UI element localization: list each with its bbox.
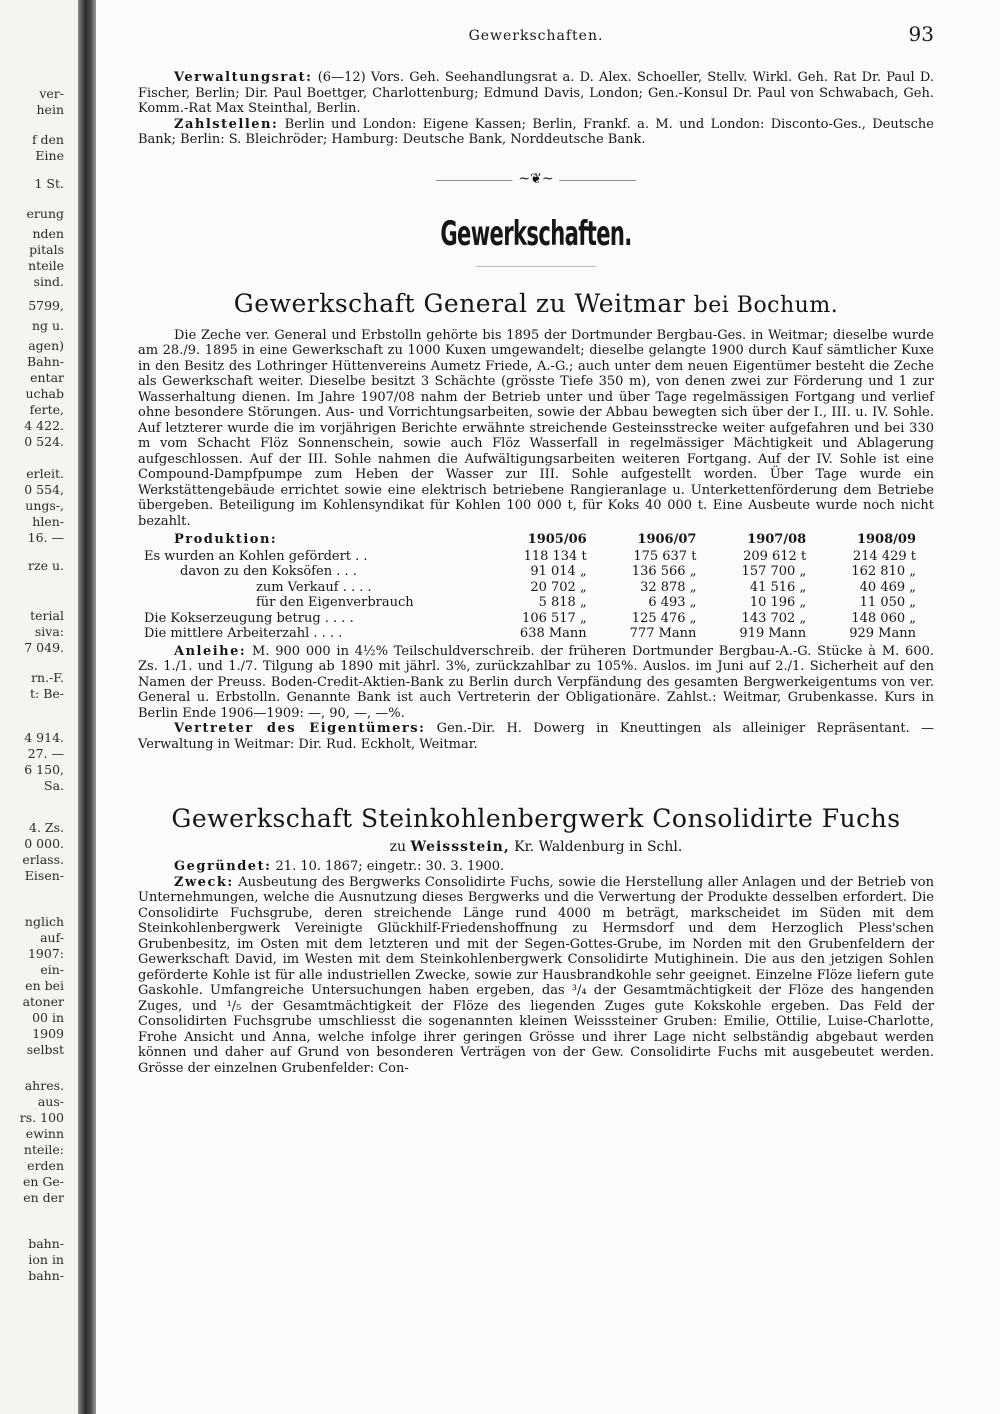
sliver-fragment: 0 554, <box>24 482 64 497</box>
company2-sub-bold: Weissstein, <box>410 839 510 855</box>
zahlstellen-label: Zahlstellen: <box>174 116 279 132</box>
production-year: 1906/07 <box>637 532 697 547</box>
sliver-fragment: bahn- <box>28 1236 64 1251</box>
zahlstellen-text: Berlin und London: Eigene Kassen; Berlin, Frankf. a. M. und London: Disconto-Ges., Deutsche Bank; Berlin: S. Bleichröder; Hamburg: Deutsche Bank, Norddeutsche Bank. <box>138 116 934 147</box>
cell-value: 10 196 „ <box>749 595 807 610</box>
table-row <box>138 595 934 611</box>
sliver-fragment: erleit. <box>26 466 64 481</box>
company1-location: bei Bochum. <box>693 292 839 318</box>
table-row <box>138 626 934 642</box>
sliver-fragment: 5799, <box>28 298 64 313</box>
cell-value: 106 517 „ <box>522 610 587 626</box>
sliver-fragment: hlen- <box>32 514 64 529</box>
sliver-fragment: siva: <box>34 624 64 639</box>
cell-value: 20 702 „ <box>530 579 587 595</box>
section-title: Gewerkschaften. <box>440 213 632 254</box>
company2-sub-post: Kr. Waldenburg in Schl. <box>509 839 683 855</box>
section-divider-ornament <box>436 170 636 187</box>
company2-title: Gewerkschaft Steinkohlenbergwerk Consolidirte Fuchs <box>171 804 901 833</box>
company2-sub-pre: zu <box>389 839 411 855</box>
verwaltungsrat-text: (6—12) Vors. Geh. Seehandlungsrat a. D. Alex. Schoeller, Stellv. Wirkl. Geh. Rat Dr. Paul D. Fischer, Berlin; Dir. Paul Boettger, Charlottenburg; Edmund Davis, London; Gen.-Konsul Dr. Paul von Schwabach, Geh. Komm.-Rat Max Steinthal, Berlin. <box>138 70 934 116</box>
company1-title: Gewerkschaft General zu Weitmar <box>233 288 686 318</box>
zweck-paragraph <box>138 875 934 1077</box>
sliver-fragment: erlass. <box>22 852 64 867</box>
production-label: Produktion: <box>174 532 278 547</box>
sliver-fragment: selbst <box>26 1042 64 1057</box>
page-number: 93 <box>908 22 934 46</box>
sliver-fragment: 16. — <box>27 530 64 545</box>
sliver-fragment: ferte, <box>29 402 64 417</box>
sliver-fragment: Eine <box>35 148 64 163</box>
anleihe-paragraph <box>138 644 934 722</box>
cell-value: 125 476 „ <box>631 610 697 626</box>
table-row <box>138 611 934 627</box>
sliver-fragment: auf- <box>40 930 64 945</box>
sliver-fragment: 0 000. <box>24 836 64 851</box>
verwaltungsrat-label: Verwaltungsrat: <box>174 70 313 85</box>
vertreter-text: Gen.-Dir. H. Dowerg in Kneuttingen als alleiniger Repräsentant. — Verwaltung in Weitmar: Dir. Rud. Eckholt, Weitmar. <box>138 721 934 752</box>
sliver-fragment: atoner <box>22 994 64 1009</box>
sliver-fragment: Bahn- <box>27 354 64 369</box>
cell-value: 136 566 „ <box>631 564 697 579</box>
company1-description: Die Zeche ver. General und Erbstolln gehörte bis 1895 der Dortmunder Bergbau-Ges. in Weitmar; dieselbe wurde am 28./9. 1895 in eine Gewerkschaft zu 1000 Kuxen umgewandelt; dieselbe gelangte 1900 durch Kauf sämtlicher Kuxe in den Besitz des Lothringer Hüttenvereins Aumetz Friede, A.-G.; auch unter dem neuen Eigentümer besteht die Zeche als Gewerkschaft weiter. Dieselbe besitzt 3 Schächte (grösste Tiefe 350 m), von denen zwei zur Förderung und 1 zur Wasserhaltung dienen. Im Jahre 1907/08 nahm der Betrieb unter und über Tage regelmässigen Fortgang und verlief ohne besondere Störungen. Aus- und Vorrichtungsarbeiten, sowie der Abbau bewegten sich über der I., III. u. IV. Sohle. Auf letzterer wurde die im vorjährigen Berichte erwähnte streichende Gesteinsstrecke weiter aufgefahren und bei 330 m vom Schacht Flöz Sonnenschein, sowie auch Flöz Wasserfall in regelmässiger Mächtigkeit und Ablagerung aufgeschlossen. Auf der III. Sohle nahmen die Aufwältigungsarbeiten weiteren Fortgang. Auf der IV. Sohle ist eine Compound-Dampfpumpe zum Heben der Wasser zur III. Sohle aufgestellt worden. Über Tage wurde ein Werkstättengebäude errichtet sowie eine elektrisch betriebene Rangieranlage u. Unterkettenförderung dem Betriebe übergeben. Beteiligung im Kohlensyndikat für Kohlen 100 000 t, für Koks 40 000 t. Eine Ausbeute wurde noch nicht bezahlt. <box>138 327 934 529</box>
row-label: Die mittlere Arbeiterzahl . . . . <box>144 626 343 641</box>
sliver-fragment: 0 524. <box>24 434 64 449</box>
sliver-fragment: agen) <box>28 338 64 353</box>
sliver-fragment: 1 St. <box>34 176 64 191</box>
cell-value: 91 014 „ <box>530 564 587 579</box>
cell-value: 214 429 t <box>852 548 916 564</box>
verwaltungsrat-paragraph <box>138 70 934 117</box>
anleihe-text: M. 900 000 in 4½% Teilschuldverschreib. der früheren Dortmunder Bergbau-A.-G. Stücke à M. 600. Zs. 1./1. und 1./7. Tilgung ab 1890 mit jährl. 3%, zurückzahlbar zu 105%. Auslos. im Juni auf 2./1. Sicherheit auf den Namen der Preuss. Boden-Credit-Aktien-Bank zu Berlin durch Verpfändung des gesamten Bergwerkeigentums von ver. General u. Erbstolln. Genannte Bank ist auch Vertreterin der Obligationäre. Zahlst.: Weitmar, Grubenkasse. Kurs in Berlin Ende 1906—1909: —, 90, —, —%. <box>138 643 934 721</box>
cell-value: 929 Mann <box>849 626 916 641</box>
cell-value: 777 Mann <box>629 626 697 641</box>
cell-value: 6 493 „ <box>648 595 697 610</box>
sliver-fragment: 1907: <box>27 946 64 961</box>
page-header <box>138 22 934 46</box>
sliver-fragment: en Ge- <box>22 1174 64 1189</box>
sliver-fragment: rn.-F. <box>31 670 64 685</box>
row-label: für den Eigenverbrauch <box>256 595 414 610</box>
sliver-fragment: bahn- <box>28 1268 64 1283</box>
sliver-fragment: t: Be- <box>29 686 64 701</box>
row-label: Es wurden an Kohlen gefördert . . <box>144 548 368 564</box>
cell-value: 32 878 „ <box>640 579 697 595</box>
row-label: zum Verkauf . . . . <box>256 579 372 595</box>
production-header-row <box>138 531 934 549</box>
sliver-fragment: rze u. <box>28 558 64 573</box>
sliver-fragment: 6 150, <box>24 762 64 777</box>
sliver-fragment: uchab <box>25 386 64 401</box>
cell-value: 11 050 „ <box>859 595 916 610</box>
sliver-fragment: 4 422. <box>24 418 64 433</box>
sliver-fragment: rs. 100 <box>19 1110 64 1125</box>
sliver-fragment: 4. Zs. <box>29 820 64 835</box>
sliver-fragment: sind. <box>33 274 64 289</box>
sliver-fragment: 27. — <box>27 746 64 761</box>
zweck-label: Zweck: <box>174 874 234 890</box>
sliver-fragment: nglich <box>24 914 64 929</box>
sliver-fragment: ver- <box>39 86 64 101</box>
sliver-fragment: f den <box>31 132 64 147</box>
sliver-fragment: en bei <box>25 978 64 993</box>
anleihe-label: Anleihe: <box>174 643 247 659</box>
vertreter-label: Vertreter des Eigentümers: <box>174 721 426 736</box>
table-row <box>138 580 934 596</box>
sliver-fragment: nteile: <box>23 1142 64 1157</box>
sliver-fragment: entar <box>30 370 64 385</box>
gegruendet-label: Gegründet: <box>174 859 272 874</box>
cell-value: 638 Mann <box>519 626 587 641</box>
sliver-fragment: ng u. <box>31 318 64 333</box>
table-row <box>138 549 934 565</box>
cell-value: 143 702 „ <box>741 610 807 626</box>
ornament-glyph: ~❦~ <box>512 171 559 187</box>
sliver-fragment: erden <box>27 1158 64 1173</box>
production-year: 1908/09 <box>856 532 916 547</box>
zahlstellen-paragraph <box>138 117 934 148</box>
sliver-fragment: Eisen- <box>24 868 64 883</box>
sliver-fragment: en der <box>23 1190 64 1205</box>
sliver-fragment: ahres. <box>24 1078 64 1093</box>
sliver-fragment: ein- <box>40 962 64 977</box>
production-year: 1905/06 <box>527 532 587 547</box>
cell-value: 40 469 „ <box>859 579 916 595</box>
gegruendet-text: 21. 10. 1867; eingetr.: 30. 3. 1900. <box>271 859 505 874</box>
sliver-fragment: Sa. <box>44 778 64 793</box>
company2-location <box>138 839 934 855</box>
vertreter-paragraph <box>138 721 934 752</box>
sliver-fragment: 1909 <box>32 1026 64 1041</box>
sliver-fragment: erung <box>26 206 64 221</box>
sliver-fragment: 00 in <box>32 1010 64 1025</box>
sliver-fragment: ungs-, <box>25 498 64 513</box>
cell-value: 41 516 „ <box>749 579 807 595</box>
sliver-fragment: 7 049. <box>24 640 64 655</box>
table-row <box>138 564 934 580</box>
cell-value: 148 060 „ <box>851 610 916 626</box>
sliver-fragment: 4 914. <box>24 730 64 745</box>
company2-block <box>138 804 934 1076</box>
cell-value: 209 612 t <box>743 548 807 564</box>
book-gutter <box>78 0 96 1414</box>
zweck-text: Ausbeutung des Bergwerks Consolidirte Fuchs, sowie die Herstellung aller Anlagen und der Betrieb von Unternehmungen, welche die Ausnutzung dieses Bergwerks und die Verwertung der Produkte desselben erfordert. Die Consolidirte Fuchsgrube, deren streichende Länge rund 4000 m beträgt, markscheidet im Süden mit dem Steinkohlenbergwerk Vereinigte Glückhilf-Friedenshoffnung zu Hermsdorf und dem Herzoglich Pless'schen Grubenbesitz, im Osten mit dem letzteren und mit der Segen-Gottes-Grube, im Norden mit den Grubenfeldern der Gewerkschaft David, im Westen mit dem Steinkohlenbergwerk Consolidirte Mutighinein. Die aus den jetzigen Sohlen geförderte Kohle ist für alle industriellen Zwecke, sowie zur Hausbrandkohle sehr geeignet. Einzelne Flöze liefern gute Gaskohle. Umfangreiche Untersuchungen haben ergeben, das ³/₄ der Gesamtmächtigkeit der Flöze des hangenden Zuges, und ¹/₅ der Gesamtmächtigkeit der Flöze des liegenden Zuges gute Kokskohle ergeben. Das Feld der Consolidirten Fuchsgrube umschliesst die sogenannten kleinen Weisssteiner Gruben: Emilie, Ottilie, Luise-Charlotte, Frohe Ansicht und Anna, welche infolge ihrer geringen Grösse und ihrer Lage nicht selbständig abgebaut werden können und daher auf Grund von besonderen Verträgen von der Gew. Consolidirte Fuchs mit ausgebeutet werden. Grösse der einzelnen Grubenfelder: Con- <box>138 874 934 1076</box>
cell-value: 118 134 t <box>523 548 587 564</box>
production-table <box>138 531 934 642</box>
sliver-fragment: nteile <box>28 258 64 273</box>
sliver-fragment: hein <box>36 102 64 117</box>
sliver-fragment: nden <box>32 226 64 241</box>
sliver-fragment: ion in <box>28 1252 64 1267</box>
row-label: Die Kokserzeugung betrug . . . . <box>144 610 354 626</box>
company1-title-line <box>138 289 934 318</box>
cell-value: 175 637 t <box>633 548 697 564</box>
previous-page-sliver <box>0 0 78 1414</box>
cell-value: 919 Mann <box>739 626 807 641</box>
page-content <box>138 22 934 1076</box>
cell-value: 162 810 „ <box>851 564 916 579</box>
sliver-fragment: pitals <box>29 242 64 257</box>
cell-value: 5 818 „ <box>538 595 587 610</box>
sliver-fragment: terial <box>30 608 64 623</box>
row-label: davon zu den Koksöfen . . . <box>180 564 357 579</box>
running-head: Gewerkschaften. <box>468 28 604 44</box>
cell-value: 157 700 „ <box>741 564 807 579</box>
sliver-fragment: aus- <box>37 1094 64 1109</box>
gegruendet-paragraph <box>138 859 934 875</box>
production-year: 1907/08 <box>747 532 807 547</box>
sliver-fragment: ewinn <box>25 1126 64 1141</box>
section-rule <box>476 266 596 267</box>
